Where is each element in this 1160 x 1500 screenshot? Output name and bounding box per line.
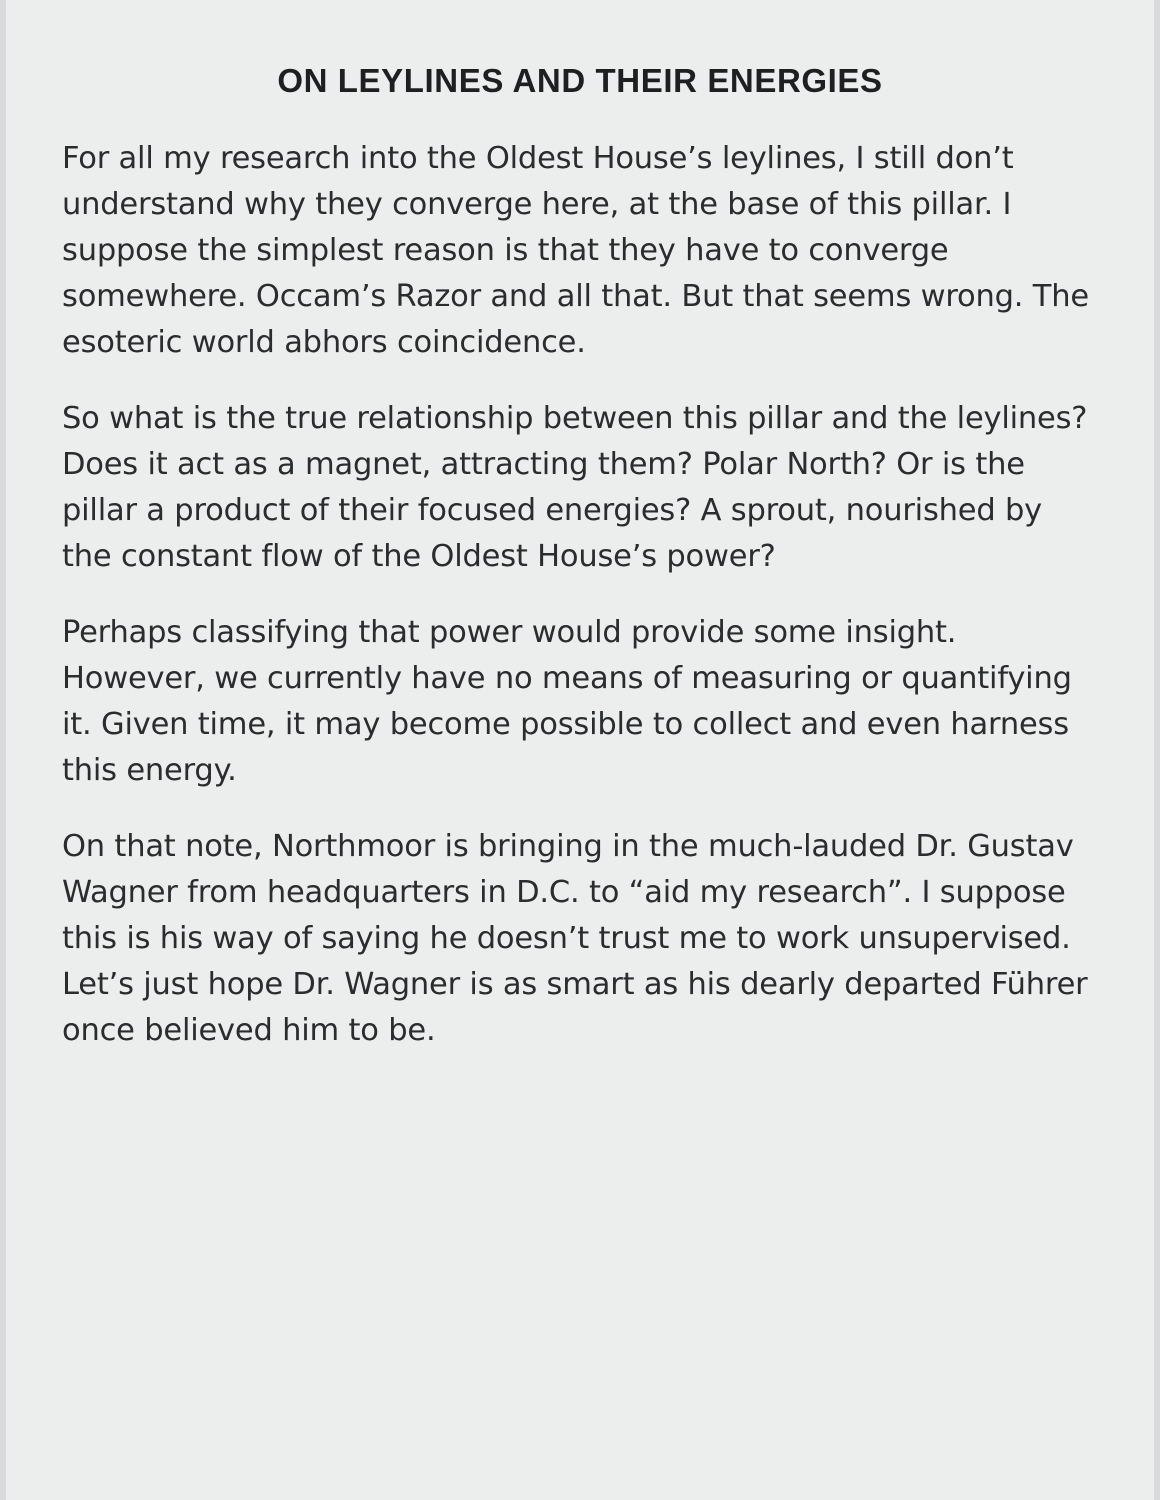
paragraph: Perhaps classifying that power would provide some insight. However, we currently have no means of measuring or quantifying it. Given time, it may become possible to collect and even harness this energy. <box>62 615 1072 788</box>
paragraph: So what is the true relationship between this pillar and the leylines? Does it act as a magnet, attracting them? Polar North? Or is the pillar a product of their focused energies? A sprout, nourished by the constant flow of the Oldest House’s power? <box>62 401 1088 574</box>
document-body <box>0 136 1160 1054</box>
page-right-edge <box>1154 0 1160 1500</box>
page-title: ON LEYLINES AND THEIR ENERGIES <box>277 62 883 99</box>
paragraph: For all my research into the Oldest House’s leylines, I still don’t understand why they converge here, at the base of this pillar. I suppose the simplest reason is that they have to converge somewhere. Occam’s Razor and all that. But that seems wrong. The esoteric world abhors coincidence. <box>62 141 1089 360</box>
page-left-edge <box>0 0 6 1500</box>
paragraph: On that note, Northmoor is bringing in the much-lauded Dr. Gustav Wagner from headquarters in D.C. to “aid my research”. I suppose this is his way of saying he doesn’t trust me to work unsupervised. Let’s just hope Dr. Wagner is as smart as his dearly departed Führer once believed him to be. <box>62 829 1088 1048</box>
